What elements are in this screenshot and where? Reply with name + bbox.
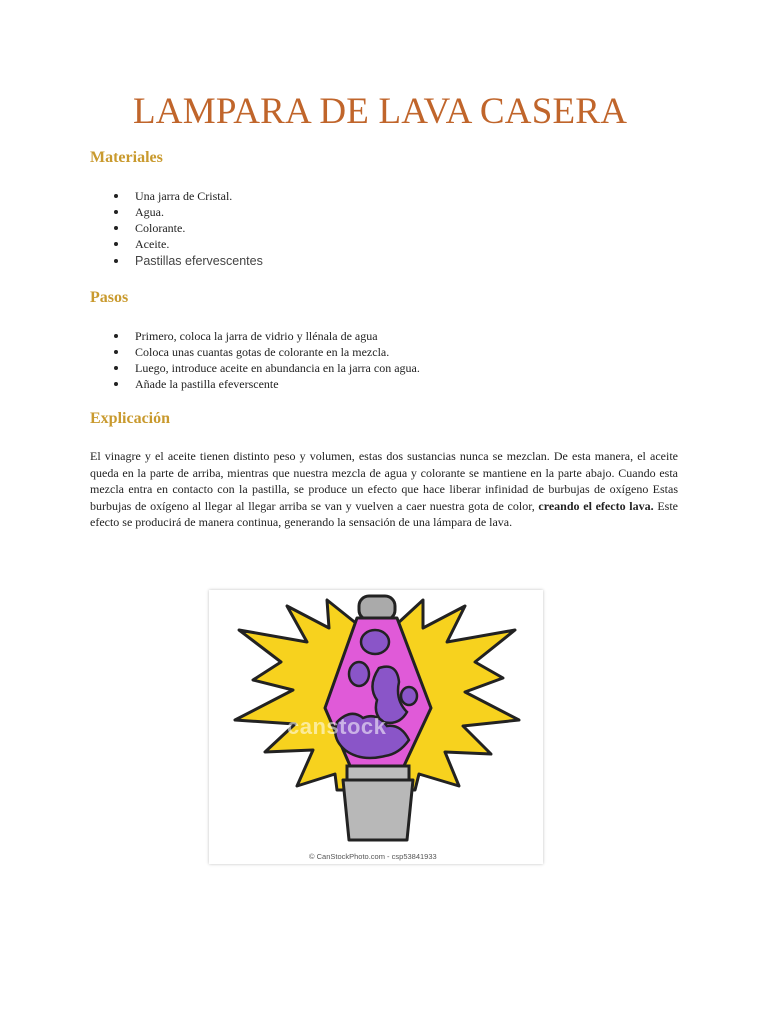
bullet-icon [114,334,118,338]
list-item: Primero, coloca la jarra de vidrio y llénala de agua [90,328,420,344]
section-heading-pasos: Pasos [90,289,129,306]
section-heading-materiales: Materiales [90,149,163,166]
lava-blob [361,630,389,654]
materiales-list [90,188,263,270]
list-item: Colorante. [90,220,263,236]
list-item: Añade la pastilla efeverscente [90,376,420,392]
list-item: Agua. [90,204,263,220]
bullet-icon [114,382,118,386]
list-item: Una jarra de Cristal. [90,188,263,204]
lava-lamp-illustration [209,590,543,864]
bullet-icon [114,210,118,214]
list-item: Luego, introduce aceite en abundancia en la jarra con agua. [90,360,420,376]
lava-blob [401,687,417,705]
bullet-icon [114,226,118,230]
section-heading-explicacion: Explicación [90,410,171,427]
bullet-icon [114,194,118,198]
emphasis-text: creando el efecto lava. [538,498,654,513]
bullet-icon [114,259,118,263]
watermark-text: canstock [287,714,387,739]
bullet-icon [114,242,118,246]
image-caption: © CanStockPhoto.com - csp53841933 [309,852,437,861]
page-title: LAMPARA DE LAVA CASERA [133,91,628,132]
pasos-list [90,328,420,392]
bullet-icon [114,350,118,354]
list-item: Aceite. [90,236,263,252]
lava-blob [349,662,369,686]
list-item: Pastillas efervescentes [90,252,263,270]
list-item: Coloca unas cuantas gotas de colorante en la mezcla. [90,344,420,360]
bullet-icon [114,366,118,370]
lamp-base-shape [343,780,413,840]
explanation-paragraph: El vinagre y el aceite tienen distinto peso y volumen, estas dos sustancias nunca se mezclan. De esta manera, el aceite queda en la parte de arriba, mientras que nuestra mezcla de agua y colorante se mantiene en la parte abajo. Cuando esta mezcla entra en contacto con la pastilla, se produce un efecto que hace liberar infinidad de burbujas de oxígeno Estas burbujas de oxígeno al llegar al llegar arriba se van y vuelven a caer nuestra gota de color, creando el efecto lava. Este efecto se producirá de manera continua, generando la sensación de una lámpara de lava. [90,449,678,530]
